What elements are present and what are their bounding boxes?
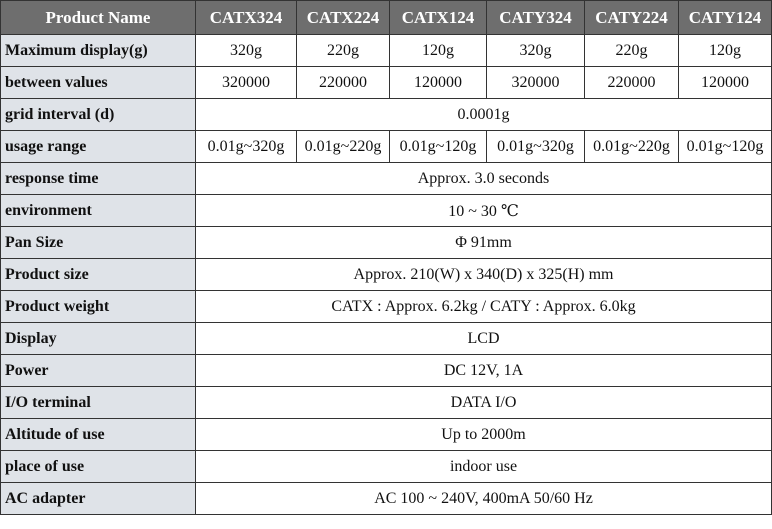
cell-value-merged: DATA I/O — [196, 387, 772, 419]
cell-value: 220g — [585, 35, 679, 67]
cell-value: 220000 — [585, 67, 679, 99]
row-label: Display — [1, 323, 196, 355]
row-power — [1, 355, 772, 387]
row-maximum-display — [1, 35, 772, 67]
cell-value: 120g — [679, 35, 772, 67]
row-label: Pan Size — [1, 227, 196, 259]
row-response-time — [1, 163, 772, 195]
cell-value: 120g — [390, 35, 487, 67]
row-io-terminal — [1, 387, 772, 419]
cell-value: 320000 — [196, 67, 297, 99]
row-between-values — [1, 67, 772, 99]
cell-value-merged: 0.0001g — [196, 99, 772, 131]
row-display — [1, 323, 772, 355]
row-label: environment — [1, 195, 196, 227]
cell-value-merged: DC 12V, 1A — [196, 355, 772, 387]
row-grid-interval — [1, 99, 772, 131]
row-label: usage range — [1, 131, 196, 163]
cell-value-merged: AC 100 ~ 240V, 400mA 50/60 Hz — [196, 483, 772, 515]
row-label: between values — [1, 67, 196, 99]
header-product-name: Product Name — [1, 1, 196, 35]
row-usage-range — [1, 131, 772, 163]
cell-value: 0.01g~220g — [297, 131, 390, 163]
row-environment — [1, 195, 772, 227]
cell-value: 120000 — [390, 67, 487, 99]
cell-value-merged: Approx. 3.0 seconds — [196, 163, 772, 195]
row-label: Power — [1, 355, 196, 387]
cell-value-merged: indoor use — [196, 451, 772, 483]
cell-value-merged: Up to 2000m — [196, 419, 772, 451]
row-label: I/O terminal — [1, 387, 196, 419]
row-label: response time — [1, 163, 196, 195]
header-model: CATX224 — [297, 1, 390, 35]
header-model: CATY224 — [585, 1, 679, 35]
header-row — [1, 1, 772, 35]
cell-value-merged: LCD — [196, 323, 772, 355]
cell-value: 0.01g~220g — [585, 131, 679, 163]
header-model: CATY124 — [679, 1, 772, 35]
header-model: CATX124 — [390, 1, 487, 35]
row-label: AC adapter — [1, 483, 196, 515]
cell-value: 220000 — [297, 67, 390, 99]
cell-value: 0.01g~120g — [679, 131, 772, 163]
cell-value: 320g — [196, 35, 297, 67]
cell-value-merged: CATX : Approx. 6.2kg / CATY : Approx. 6.0kg — [196, 291, 772, 323]
row-label: grid interval (d) — [1, 99, 196, 131]
header-model: CATX324 — [196, 1, 297, 35]
cell-value: 0.01g~120g — [390, 131, 487, 163]
cell-value: 320g — [487, 35, 585, 67]
cell-value-merged: Approx. 210(W) x 340(D) x 325(H) mm — [196, 259, 772, 291]
row-product-size — [1, 259, 772, 291]
cell-value: 320000 — [487, 67, 585, 99]
cell-value-merged: 10 ~ 30 ℃ — [196, 195, 772, 227]
row-place-of-use — [1, 451, 772, 483]
cell-value-merged: Φ 91mm — [196, 227, 772, 259]
cell-value: 220g — [297, 35, 390, 67]
row-label: place of use — [1, 451, 196, 483]
row-label: Product size — [1, 259, 196, 291]
cell-value: 0.01g~320g — [487, 131, 585, 163]
row-product-weight — [1, 291, 772, 323]
cell-value: 0.01g~320g — [196, 131, 297, 163]
cell-value: 120000 — [679, 67, 772, 99]
header-model: CATY324 — [487, 1, 585, 35]
row-pan-size — [1, 227, 772, 259]
row-label: Product weight — [1, 291, 196, 323]
row-label: Maximum display(g) — [1, 35, 196, 67]
row-label: Altitude of use — [1, 419, 196, 451]
row-altitude-of-use — [1, 419, 772, 451]
row-ac-adapter — [1, 483, 772, 515]
